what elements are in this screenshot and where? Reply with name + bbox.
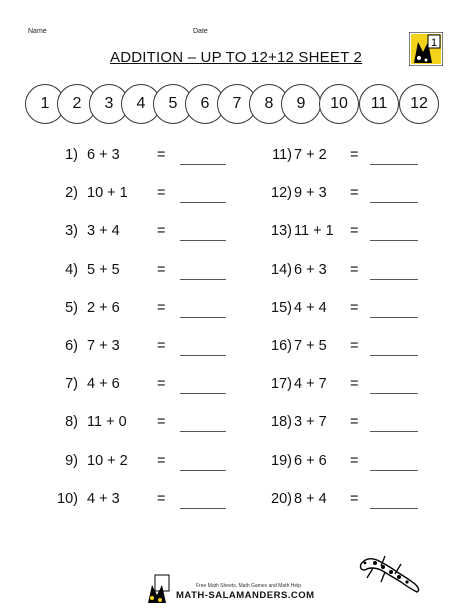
number-circle: 2 xyxy=(57,84,97,124)
problem-number: 19) xyxy=(271,453,292,469)
answer-blank[interactable] xyxy=(370,355,418,356)
problem-row xyxy=(0,491,474,513)
equals-sign: = xyxy=(350,414,359,430)
problem-row xyxy=(0,147,474,169)
answer-blank[interactable] xyxy=(370,240,418,241)
problem-number: 5) xyxy=(65,300,78,316)
date-label: Date xyxy=(193,28,208,35)
number-circle: 9 xyxy=(281,84,321,124)
problem-expression: 6 + 3 xyxy=(87,147,120,163)
equals-sign: = xyxy=(350,223,359,239)
answer-blank[interactable] xyxy=(370,431,418,432)
problem-expression: 9 + 3 xyxy=(294,185,327,201)
problem-number: 15) xyxy=(271,300,292,316)
answer-blank[interactable] xyxy=(370,393,418,394)
problem-row xyxy=(0,300,474,322)
footer-logo-icon xyxy=(145,573,175,610)
problem-expression: 10 + 2 xyxy=(87,453,128,469)
problem-expression: 3 + 7 xyxy=(294,414,327,430)
problem-number: 12) xyxy=(271,185,292,201)
problem-expression: 8 + 4 xyxy=(294,491,327,507)
answer-blank[interactable] xyxy=(370,317,418,318)
equals-sign: = xyxy=(350,185,359,201)
problem-number: 18) xyxy=(271,414,292,430)
equals-sign: = xyxy=(157,262,166,278)
problem-expression: 4 + 6 xyxy=(87,376,120,392)
answer-blank[interactable] xyxy=(370,202,418,203)
problem-expression: 4 + 4 xyxy=(294,300,327,316)
equals-sign: = xyxy=(157,376,166,392)
problem-expression: 4 + 7 xyxy=(294,376,327,392)
problem-number: 8) xyxy=(65,414,78,430)
footer-brand: MATH-SALAMANDERS.COM xyxy=(176,590,315,601)
equals-sign: = xyxy=(157,414,166,430)
page-title: ADDITION – UP TO 12+12 SHEET 2 xyxy=(110,49,363,66)
problem-number: 16) xyxy=(271,338,292,354)
number-circle: 8 xyxy=(249,84,289,124)
problem-number: 7) xyxy=(65,376,78,392)
equals-sign: = xyxy=(157,147,166,163)
name-label: Name xyxy=(28,28,47,35)
problem-expression: 7 + 5 xyxy=(294,338,327,354)
equals-sign: = xyxy=(157,185,166,201)
equals-sign: = xyxy=(157,223,166,239)
problem-expression: 6 + 6 xyxy=(294,453,327,469)
number-circle: 10 xyxy=(319,84,359,124)
problem-expression: 11 + 0 xyxy=(87,414,127,430)
answer-blank[interactable] xyxy=(370,470,418,471)
equals-sign: = xyxy=(350,300,359,316)
equals-sign: = xyxy=(350,491,359,507)
problem-row xyxy=(0,453,474,475)
equals-sign: = xyxy=(157,491,166,507)
problem-number: 10) xyxy=(57,491,78,507)
problem-expression: 11 + 1 xyxy=(294,223,334,239)
problem-number: 14) xyxy=(271,262,292,278)
problem-expression: 7 + 3 xyxy=(87,338,120,354)
number-circle: 1 xyxy=(25,84,65,124)
number-circle: 3 xyxy=(89,84,129,124)
problem-row xyxy=(0,338,474,360)
problem-expression: 10 + 1 xyxy=(87,185,128,201)
equals-sign: = xyxy=(350,262,359,278)
problem-expression: 5 + 5 xyxy=(87,262,120,278)
problem-expression: 6 + 3 xyxy=(294,262,327,278)
equals-sign: = xyxy=(157,338,166,354)
problem-number: 1) xyxy=(65,147,78,163)
number-circle: 11 xyxy=(359,84,399,124)
problem-row xyxy=(0,262,474,284)
equals-sign: = xyxy=(350,376,359,392)
problem-number: 9) xyxy=(65,453,78,469)
problem-row xyxy=(0,414,474,436)
problem-row xyxy=(0,223,474,245)
problem-number: 6) xyxy=(65,338,78,354)
footer-tagline: Free Math Sheets, Math Games and Math Help xyxy=(196,583,302,589)
badge-number: 1 xyxy=(430,37,438,49)
equals-sign: = xyxy=(350,338,359,354)
equals-sign: = xyxy=(350,453,359,469)
answer-blank[interactable] xyxy=(370,508,418,509)
equals-sign: = xyxy=(157,453,166,469)
number-circle: 5 xyxy=(153,84,193,124)
number-circle: 12 xyxy=(399,84,439,124)
equals-sign: = xyxy=(350,147,359,163)
problem-expression: 4 + 3 xyxy=(87,491,120,507)
problem-number: 3) xyxy=(65,223,78,239)
problem-number: 11) xyxy=(272,147,292,163)
problem-row xyxy=(0,376,474,398)
equals-sign: = xyxy=(157,300,166,316)
problem-number: 13) xyxy=(271,223,292,239)
salamander-icon xyxy=(355,548,425,601)
problem-expression: 7 + 2 xyxy=(294,147,327,163)
problem-expression: 2 + 6 xyxy=(87,300,120,316)
number-circle: 4 xyxy=(121,84,161,124)
problem-number: 17) xyxy=(271,376,292,392)
problem-row xyxy=(0,185,474,207)
answer-blank[interactable] xyxy=(370,279,418,280)
problem-number: 20) xyxy=(271,491,292,507)
number-circle: 6 xyxy=(185,84,225,124)
answer-blank[interactable] xyxy=(370,164,418,165)
problem-number: 4) xyxy=(65,262,78,278)
number-circle: 7 xyxy=(217,84,257,124)
problem-expression: 3 + 4 xyxy=(87,223,120,239)
problem-number: 2) xyxy=(65,185,78,201)
